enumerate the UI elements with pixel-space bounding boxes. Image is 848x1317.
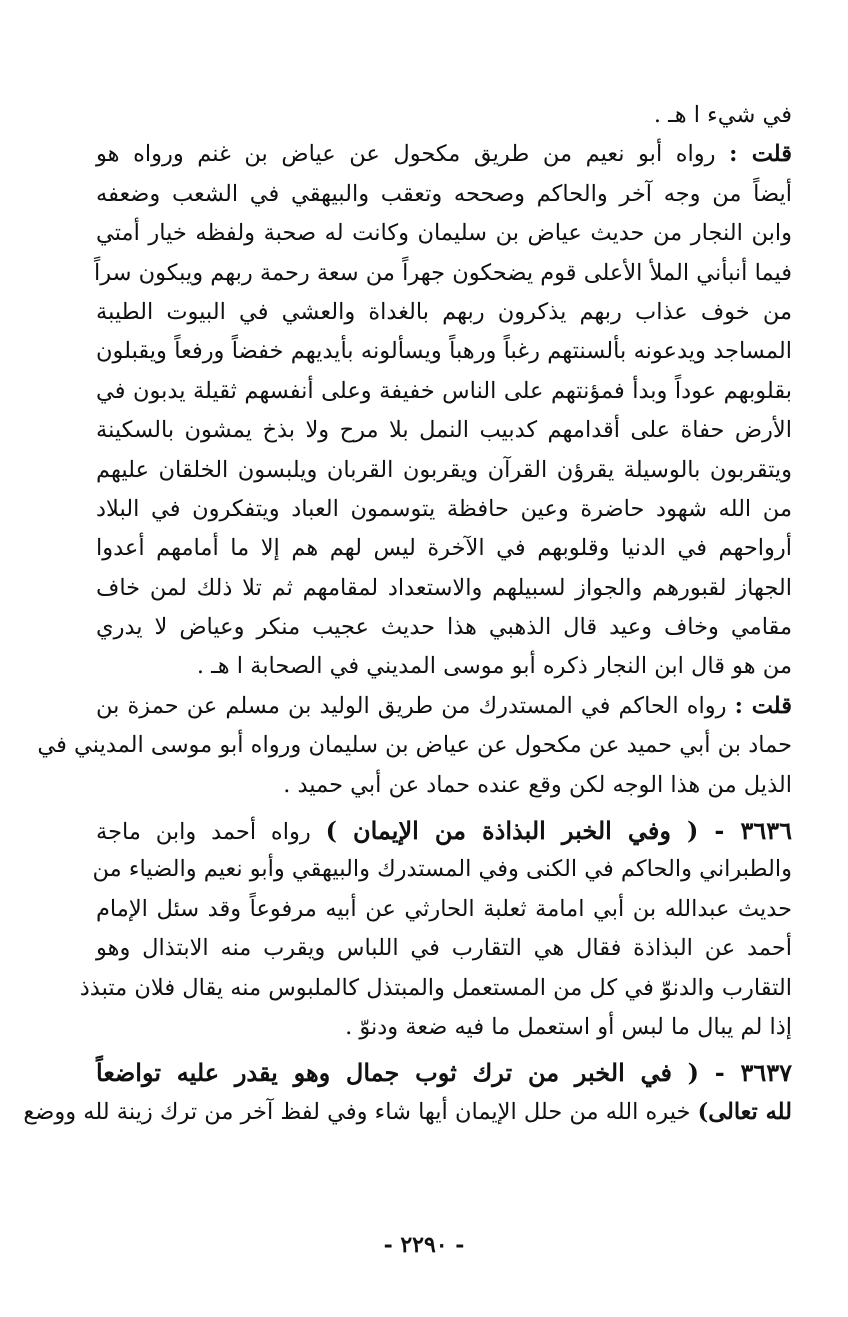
line-text: المساجد ويدعونه بألسنتهم رغباً ورهباً ويسألونه بأيديهم خفضاً ورفعاً ويقبلون bbox=[96, 338, 792, 365]
text-line bbox=[96, 293, 792, 332]
text-line bbox=[96, 811, 792, 850]
text-line bbox=[96, 175, 792, 214]
line-text: حديث عبدالله بن أبي امامة ثعلبة الحارثي عن أبيه مرفوعاً وقد سئل الإمام bbox=[96, 895, 792, 922]
text-line bbox=[96, 1008, 792, 1047]
text-line bbox=[96, 529, 792, 568]
line-text: من خوف عذاب ربهم يذكرون ربهم بالغداة والعشي في البيوت الطيبة bbox=[96, 298, 792, 325]
text-line bbox=[79, 969, 792, 1008]
text-line bbox=[23, 1093, 792, 1132]
line-text: وابن النجار من حديث عياض بن سليمان وكانت له صحبة ولفظه خيار أمتي bbox=[96, 220, 792, 247]
line-text: من الله شهود حاضرة وعين حافظة يتوسمون العباد ويتفكرون في البلاد bbox=[96, 495, 792, 522]
bold-lead: ٣٦٣٦ - ( وفي الخبر البذاذة من الإيمان ) bbox=[325, 816, 793, 846]
line-text: والطبراني والحاكم في الكنى وفي المستدرك والبيهقي وأبو نعيم والضياء من bbox=[92, 856, 792, 883]
text-line bbox=[96, 890, 792, 929]
line-text: أيضاً من وجه آخر والحاكم وصححه وتعقب والبيهقي في الشعب وضعفه bbox=[96, 180, 792, 207]
line-text: مقامي وخاف وعيد قال الذهبي هذا حديث عجيب منكر وعياض لا يدري bbox=[96, 614, 792, 641]
text-line bbox=[96, 451, 792, 490]
text-line bbox=[96, 766, 792, 805]
text-line bbox=[37, 726, 792, 765]
line-text: من هو قال ابن النجار ذكره أبو موسى المديني في الصحابة ا هـ . bbox=[196, 653, 792, 680]
bold-lead: لله تعالى) bbox=[697, 1098, 792, 1125]
line-text: بقلوبهم عوداً وبدأ فمؤنتهم على الناس خفيفة وعلى أنفسهم ثقيلة يدبون في bbox=[96, 377, 792, 404]
bold-lead: قلت : bbox=[729, 141, 792, 168]
line-text: ويتقربون بالوسيلة يقرؤن القرآن ويقربون القربان ويلبسون الخلقان عليهم bbox=[96, 456, 792, 483]
line-text: إذا لم يبال ما لبس أو استعمل ما فيه ضعة ودنوّ . bbox=[345, 1013, 792, 1040]
line-text: خيره الله من حلل الإيمان أيها شاء وفي لفظ آخر من ترك زينة لله ووضع bbox=[23, 1098, 698, 1125]
line-text: التقارب والدنوّ في كل من المستعمل والمبتذل كالملبوس منه يقال فلان متبذذ bbox=[79, 974, 792, 1001]
line-text: الأرض حفاة على أقدامهم كدبيب النمل بلا مرح ولا بذخ يمشون بالسكينة bbox=[96, 417, 792, 444]
bold-lead: ٣٦٣٧ - ( في الخبر من ترك ثوب جمال وهو يقدر عليه تواضعاً bbox=[96, 1058, 792, 1088]
text-line bbox=[96, 1053, 792, 1092]
text-line bbox=[96, 96, 792, 135]
text-line bbox=[93, 254, 792, 293]
bold-lead: قلت : bbox=[734, 692, 793, 719]
line-text: أحمد عن البذاذة فقال هي التقارب في اللباس ويقرب منه الابتذال وهو bbox=[96, 935, 792, 962]
text-line bbox=[96, 569, 792, 608]
line-text: فيما أنبأني الملأ الأعلى قوم يضحكون جهراً من سعة رحمة ربهم ويبكون سراً bbox=[93, 259, 792, 286]
text-line bbox=[92, 850, 792, 889]
text-line bbox=[96, 687, 792, 726]
text-line bbox=[96, 135, 792, 174]
line-text: رواه الحاكم في المستدرك من طريق الوليد بن مسلم عن حمزة بن bbox=[96, 692, 735, 719]
line-text: رواه أحمد وابن ماجة bbox=[96, 819, 326, 846]
body-text bbox=[23, 96, 793, 1132]
text-line bbox=[96, 332, 792, 371]
line-text: في شيء ا هـ . bbox=[653, 102, 792, 128]
line-text: الذيل من هذا الوجه لكن وقع عنده حماد عن أبي حميد . bbox=[283, 771, 792, 798]
text-line bbox=[96, 929, 792, 968]
text-line bbox=[96, 647, 792, 686]
text-line bbox=[96, 214, 792, 253]
line-text: رواه أبو نعيم من طريق مكحول عن عياض بن غنم ورواه هو bbox=[96, 141, 730, 168]
page-number: - ٢٢٩٠ - bbox=[383, 1232, 465, 1258]
text-line bbox=[96, 372, 792, 411]
line-text: أرواحهم في الدنيا وقلوبهم في الآخرة ليس لهم هم إلا ما أمامهم أعدوا bbox=[96, 535, 792, 562]
line-text: الجهاز لقبورهم والجواز لسبيلهم والاستعداد لمقامهم ثم تلا ذلك لمن خاف bbox=[96, 574, 792, 601]
text-line bbox=[96, 411, 792, 450]
text-line bbox=[96, 608, 792, 647]
line-text: حماد بن أبي حميد عن مكحول عن عياض بن سليمان ورواه أبو موسى المديني في bbox=[37, 732, 792, 759]
text-line bbox=[96, 490, 792, 529]
